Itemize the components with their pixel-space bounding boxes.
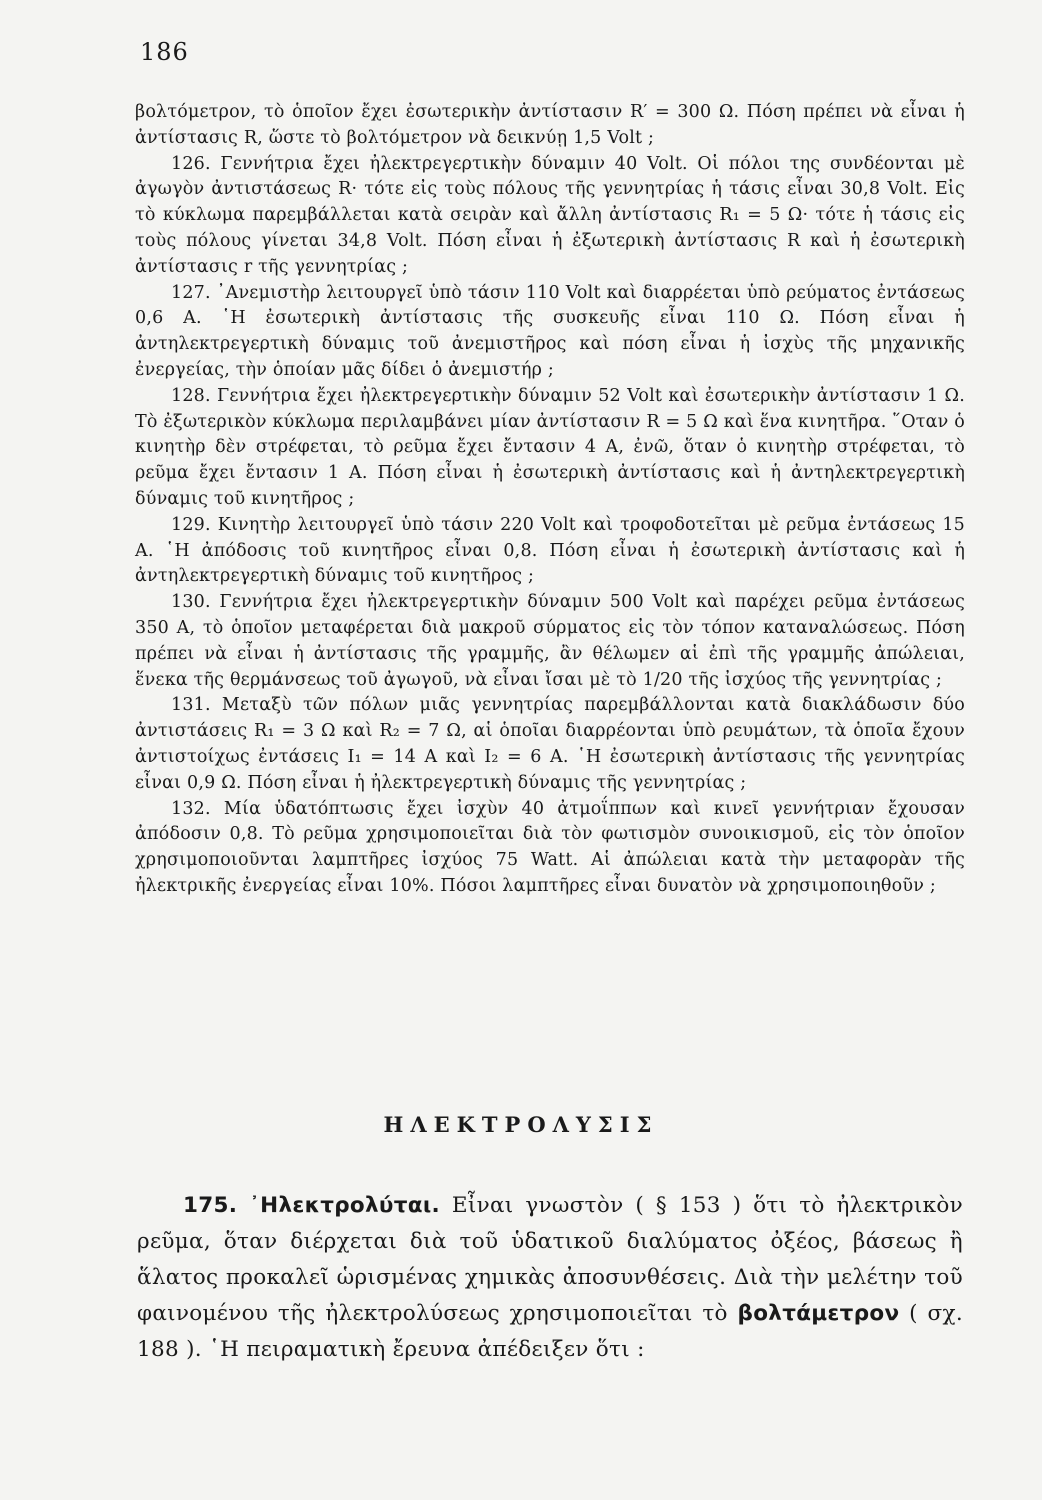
exercise-number: 127. <box>171 282 211 303</box>
exercise-number: 128. <box>171 385 211 406</box>
exercise-text: Κινητὴρ λειτουργεῖ ὑπὸ τάσιν 220 Volt καὶ τροφοδοτεῖται μὲ ρεῦμα ἐντάσεως 15 Α. ῾Η ἀπόδοσις τοῦ κινητῆρος εἶναι 0,8. Πόση εἶναι ἡ ἐσωτερικὴ ἀντίστασις καὶ ἡ ἀντηλεκτρεγερτικὴ δύναμις τοῦ κινητῆρος ; <box>135 514 966 587</box>
key-term: βολτάμετρον <box>737 1301 900 1326</box>
exercise-number: 132. <box>171 798 211 819</box>
exercise-number: 130. <box>171 592 211 613</box>
exercise-text: Γεννήτρια ἔχει ἠλεκτρεγερτικὴν δύναμιν 500 Volt καὶ παρέχει ρεῦμα ἐντάσεως 350 Α, τὸ ὁποῖον μεταφέρεται διὰ μακροῦ σύρματος εἰς τὸν τόπον καταναλώσεως. Πόση πρέπει νὰ εἶναι ἡ ἀντίστασις τῆς γραμμῆς, ἂν θέλωμεν αἱ ἐπὶ τῆς γραμμῆς ἀπώλειαι, ἕνεκα τῆς θερμάνσεως τοῦ ἀγωγοῦ, νὰ εἶναι ἴσαι μὲ τὸ 1/20 τῆς ἰσχύος τῆς γεννητρίας ; <box>135 592 965 690</box>
exercise-text: Μία ὑδατόπτωσις ἔχει ἰσχὺν 40 ἀτμοΐππων καὶ κινεῖ γεννήτριαν ἔχουσαν ἀπόδοσιν 0,8. Τὸ ρεῦμα χρησιμοποιεῖται διὰ τὸν φωτισμὸν συνοικισμοῦ, εἰς τὸν ὁποῖον χρησιμοποιοῦνται λαμπτῆρες ἰσχύος 75 Watt. Αἱ ἀπώλειαι κατὰ τὴν μεταφορὰν τῆς ἠλεκτρικῆς ἐνεργείας εἶναι 10%. Πόσοι λαμπτῆρες εἶναι δυνατὸν νὰ χρησιμοποιηθοῦν ; <box>135 798 965 896</box>
exercise-number: 131. <box>171 695 211 716</box>
exercise-number: 126. <box>171 153 211 174</box>
exercise-131 <box>135 693 965 796</box>
exercise-127 <box>135 281 965 384</box>
exercise-list <box>135 100 965 900</box>
section-body <box>137 1188 963 1368</box>
section-title: ᾿Ηλεκτρολύται. <box>249 1193 440 1218</box>
page-number: 186 <box>140 38 189 66</box>
paragraph-text: Εἶναι γνωστὸν ( § 153 ) ὅτι τὸ ἠλεκτρικὸν ρεῦμα, ὅταν διέρχεται διὰ τοῦ ὑδατικοῦ διαλύματος ὀξέος, βάσεως ἢ ἅλατος προκαλεῖ ὡρισμένας χημικὰς ἀποσυνθέσεις. Διὰ τὴν μελέτην τοῦ φαινομένου τῆς ἠλεκτρολύσεως χρησιμοποιεῖται τὸ <box>137 1193 964 1326</box>
paragraph-175 <box>137 1188 963 1368</box>
paragraph-text-end: ( σχ. 188 ). ῾Η πειραματικὴ ἔρευνα ἀπέδειξεν ὅτι : <box>137 1301 963 1362</box>
exercise-132 <box>135 797 965 900</box>
exercise-126 <box>135 152 965 281</box>
exercise-text: βολτόμετρον, τὸ ὁποῖον ἔχει ἐσωτερικὴν ἀντίστασιν R′ = 300 Ω. Πόση πρέπει νὰ εἶναι ἡ ἀντίστασις R, ὥστε τὸ βολτόμετρον νὰ δεικνύῃ 1,5 Volt ; <box>135 102 965 148</box>
section-heading: ΗΛΕΚΤΡΟΛΥΣΙΣ <box>383 1112 659 1137</box>
exercise-125-continued <box>135 100 965 152</box>
exercise-text: ᾿Ανεμιστὴρ λειτουργεῖ ὑπὸ τάσιν 110 Volt καὶ διαρρέεται ὑπὸ ρεύματος ἐντάσεως 0,6 Α. ῾Η ἐσωτερικὴ ἀντίστασις τῆς συσκευῆς εἶναι 110 Ω. Πόση εἶναι ἡ ἀντηλεκτρεγερτικὴ δύναμις τοῦ ἀνεμιστῆρος καὶ πόση εἶναι ἡ ἰσχὺς τῆς μηχανικῆς ἐνεργείας, τὴν ὁποίαν μᾶς δίδει ὁ ἀνεμιστήρ ; <box>135 282 965 380</box>
exercise-text: Μεταξὺ τῶν πόλων μιᾶς γεννητρίας παρεμβάλλονται κατὰ διακλάδωσιν δύο ἀντιστάσεις R₁ = 3 Ω καὶ R₂ = 7 Ω, αἱ ὁποῖαι διαρρέονται ὑπὸ ρευμάτων, τὰ ὁποῖα ἔχουν ἀντιστοίχως ἐντάσεις I₁ = 14 Α καὶ I₂ = 6 Α. ῾Η ἐσωτερικὴ ἀντίστασις τῆς γεννητρίας εἶναι 0,9 Ω. Πόση εἶναι ἡ ἠλεκτρεγερτικὴ δύναμις τῆς γεννητρίας ; <box>135 695 966 793</box>
exercise-text: Γεννήτρια ἔχει ἠλεκτρεγερτικὴν δύναμιν 40 Volt. Οἱ πόλοι της συνδέονται μὲ ἀγωγὸν ἀντιστάσεως R· τότε εἰς τοὺς πόλους τῆς γεννητρίας ἡ τάσις εἶναι 30,8 Volt. Εἰς τὸ κύκλωμα παρεμβάλλεται κατὰ σειρὰν καὶ ἄλλη ἀντίστασις R₁ = 5 Ω· τότε ἡ τάσις εἰς τοὺς πόλους γίνεται 34,8 Volt. Πόση εἶναι ἡ ἐξωτερικὴ ἀντίστασις R καὶ ἡ ἐσωτερικὴ ἀντίστασις r τῆς γεννητρίας ; <box>135 153 965 277</box>
exercise-text: Γεννήτρια ἔχει ἠλεκτρεγερτικὴν δύναμιν 52 Volt καὶ ἐσωτερικὴν ἀντίστασιν 1 Ω. Τὸ ἐξωτερικὸν κύκλωμα περιλαμβάνει μίαν ἀντίστασιν R = 5 Ω καὶ ἕνα κινητῆρα. ῞Οταν ὁ κινητὴρ δὲν στρέφεται, τὸ ρεῦμα ἔχει ἔντασιν 4 Α, ἐνῶ, ὅταν ὁ κινητὴρ στρέφεται, τὸ ρεῦμα ἔχει ἔντασιν 1 Α. Πόση εἶναι ἡ ἐσωτερικὴ ἀντίστασις καὶ ἡ ἀντηλεκτρεγερτικὴ δύναμις τοῦ κινητῆρος ; <box>135 385 965 509</box>
exercise-130 <box>135 590 965 693</box>
exercise-129 <box>135 513 965 590</box>
section-number: 175. <box>183 1193 238 1218</box>
exercise-number: 129. <box>171 514 211 535</box>
exercise-128 <box>135 384 965 513</box>
